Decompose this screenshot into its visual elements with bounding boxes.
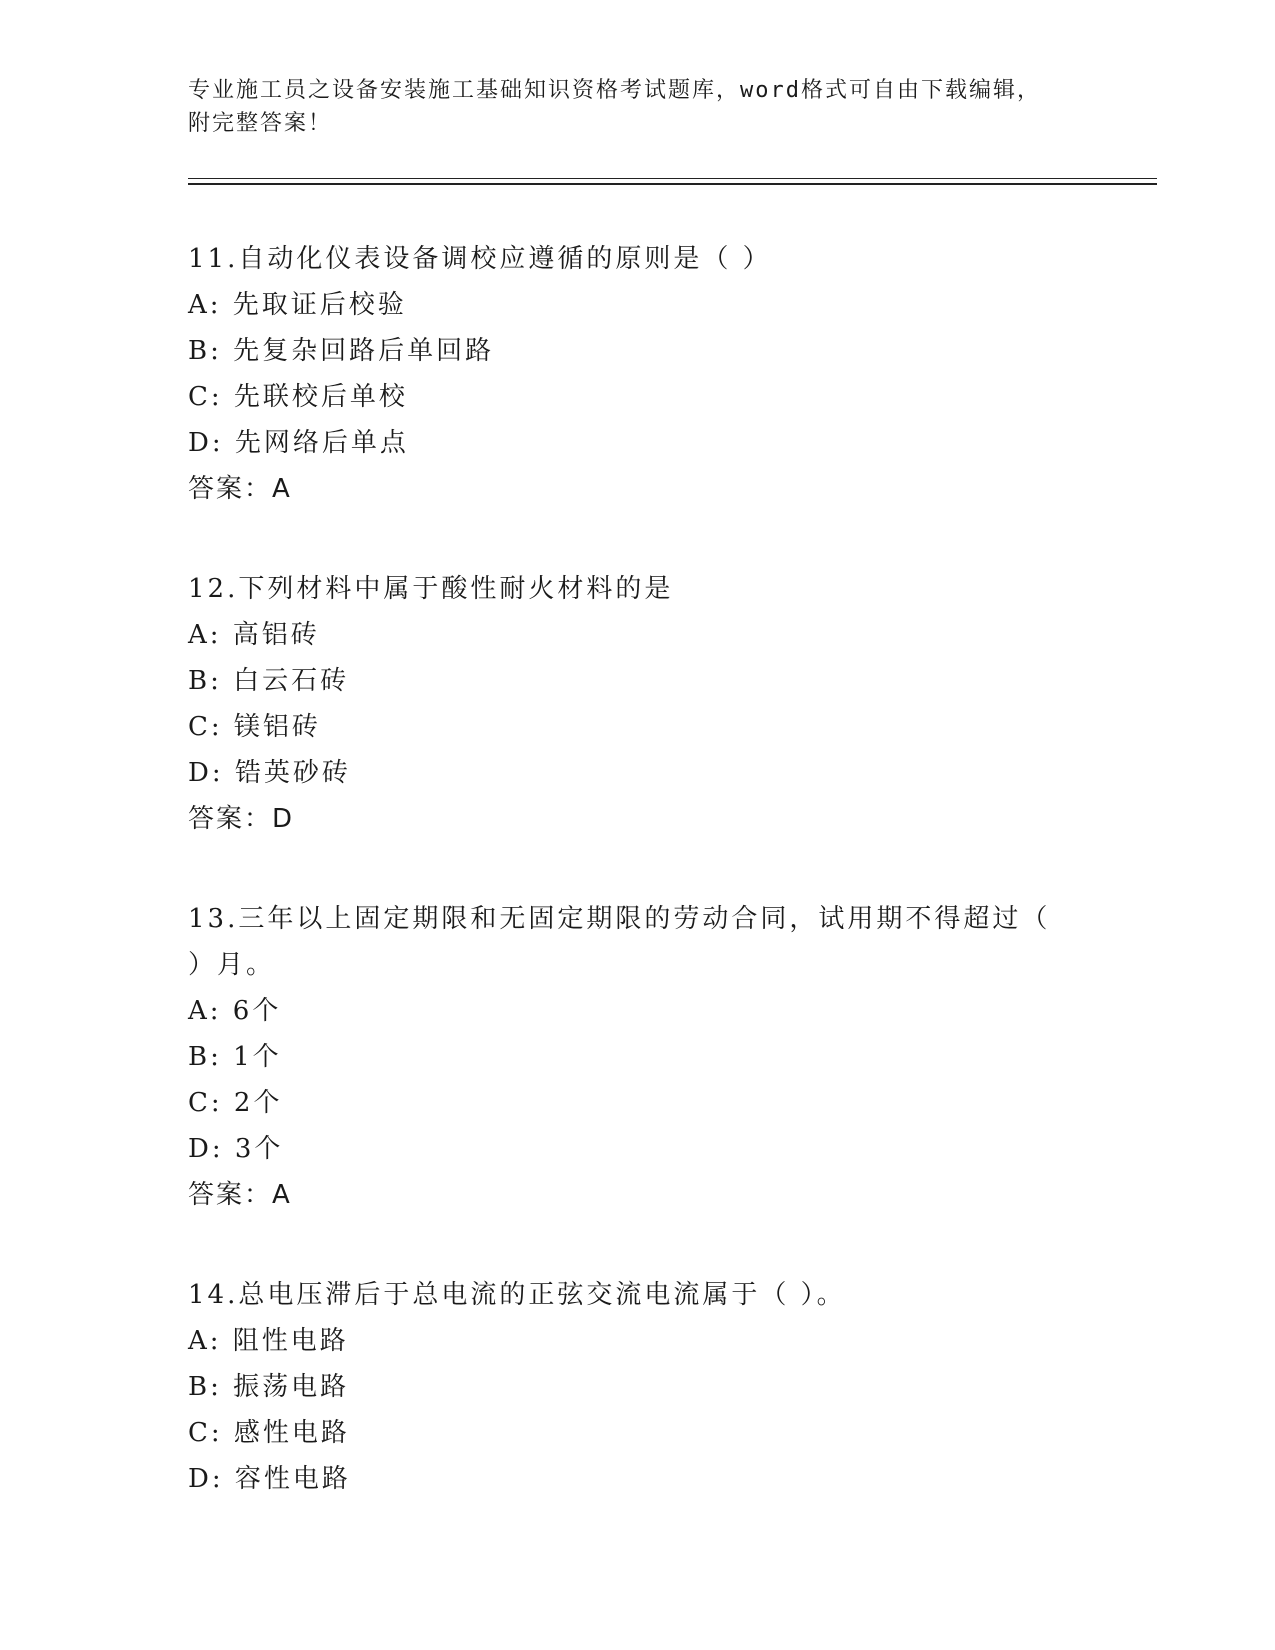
- option-b: B: 振荡电路: [188, 1372, 350, 1402]
- option-a: A: 6个: [188, 996, 282, 1026]
- option-c: C: 感性电路: [188, 1418, 350, 1448]
- option-a: A: 阻性电路: [188, 1326, 349, 1356]
- question-stem: 12.下列材料中属于酸性耐火材料的是: [188, 574, 674, 604]
- option-b: B: 先复杂回路后单回路: [188, 336, 495, 366]
- question-12: [188, 566, 1088, 842]
- option-d: D: 容性电路: [188, 1464, 351, 1494]
- question-stem: 14.总电压滞后于总电流的正弦交流电流属于（ ）。: [188, 1280, 846, 1310]
- question-list: [188, 236, 1088, 1556]
- option-c: C: 先联校后单校: [188, 382, 408, 412]
- option-b: B: 白云石砖: [188, 666, 350, 696]
- document-header: [188, 74, 1088, 140]
- header-divider-top: [188, 178, 1157, 179]
- option-b: B: 1个: [188, 1042, 282, 1072]
- option-c: C: 2个: [188, 1088, 283, 1118]
- question-14: [188, 1272, 1088, 1502]
- option-c: C: 镁铝砖: [188, 712, 321, 742]
- option-a: A: 高铝砖: [188, 620, 320, 650]
- question-11: [188, 236, 1088, 512]
- header-line-2: 附完整答案！: [188, 111, 333, 136]
- option-d: D: 3个: [188, 1134, 284, 1164]
- option-d: D: 先网络后单点: [188, 428, 409, 458]
- question-stem-continuation: ）月。: [188, 950, 276, 980]
- question-13: [188, 896, 1088, 1218]
- header-line-1: 专业施工员之设备安装施工基础知识资格考试题库，word格式可自由下载编辑，: [188, 78, 1041, 103]
- question-stem: 11.自动化仪表设备调校应遵循的原则是（ ）: [188, 244, 772, 274]
- option-a: A: 先取证后校验: [188, 290, 407, 320]
- answer-line: 答案：A: [188, 474, 292, 504]
- option-d: D: 锆英砂砖: [188, 758, 351, 788]
- header-divider-bottom: [188, 183, 1157, 185]
- answer-line: 答案：D: [188, 804, 295, 834]
- answer-line: 答案：A: [188, 1180, 292, 1210]
- question-stem: 13.三年以上固定期限和无固定期限的劳动合同，试用期不得超过（: [188, 904, 1051, 934]
